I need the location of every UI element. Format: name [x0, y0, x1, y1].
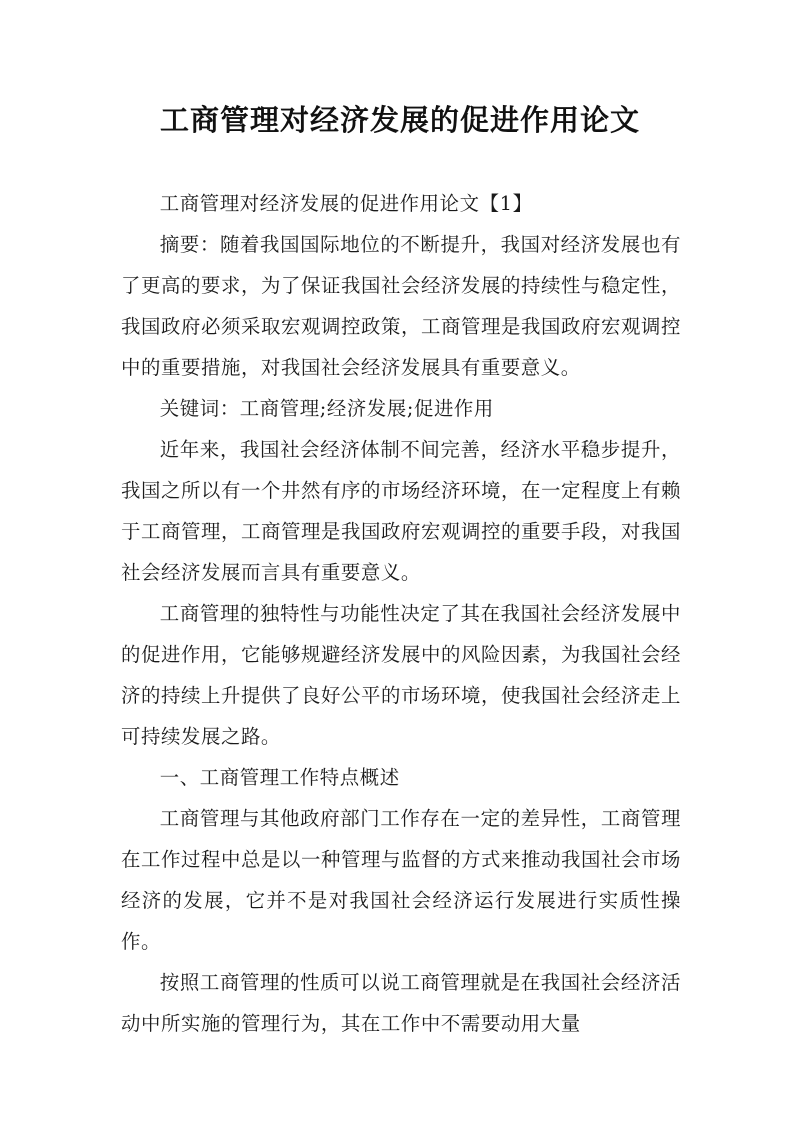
keywords-paragraph: 关键词：工商管理;经济发展;促进作用	[159, 397, 494, 420]
section-heading: 一、工商管理工作特点概述	[159, 766, 400, 789]
body-paragraph: 工商管理的独特性与功能性决定了其在我国社会经济发展中的促进作用，它能够规避经济发展中的风险因素，为我国社会经济的持续上升提供了良好公平的市场环境，使我国社会经济走上可持续发展之路。	[121, 602, 681, 748]
body-paragraph: 近年来，我国社会经济体制不间完善，经济水平稳步提升，我国之所以有一个井然有序的市场经济环境，在一定程度上有赖于工商管理，工商管理是我国政府宏观调控的重要手段，对我国社会经济发展而言具有重要意义。	[121, 438, 681, 584]
section-heading-1: 工商管理对经济发展的促进作用论文【1】	[159, 192, 533, 215]
body-paragraph: 工商管理与其他政府部门工作存在一定的差异性，工商管理在工作过程中总是以一种管理与监督的方式来推动我国社会市场经济的发展，它并不是对我国社会经济运行发展进行实质性操作。	[121, 807, 681, 953]
document-body	[121, 183, 681, 1044]
document-title: 工商管理对经济发展的促进作用论文	[159, 103, 640, 137]
abstract-paragraph: 摘要：随着我国国际地位的不断提升，我国对经济发展也有了更高的要求，为了保证我国社会经济发展的持续性与稳定性，我国政府必须采取宏观调控政策，工商管理是我国政府宏观调控中的重要措施，对我国社会经济发展具有重要意义。	[121, 233, 681, 379]
body-paragraph: 按照工商管理的性质可以说工商管理就是在我国社会经济活动中所实施的管理行为，其在工作中不需要动用大量	[121, 971, 681, 1035]
